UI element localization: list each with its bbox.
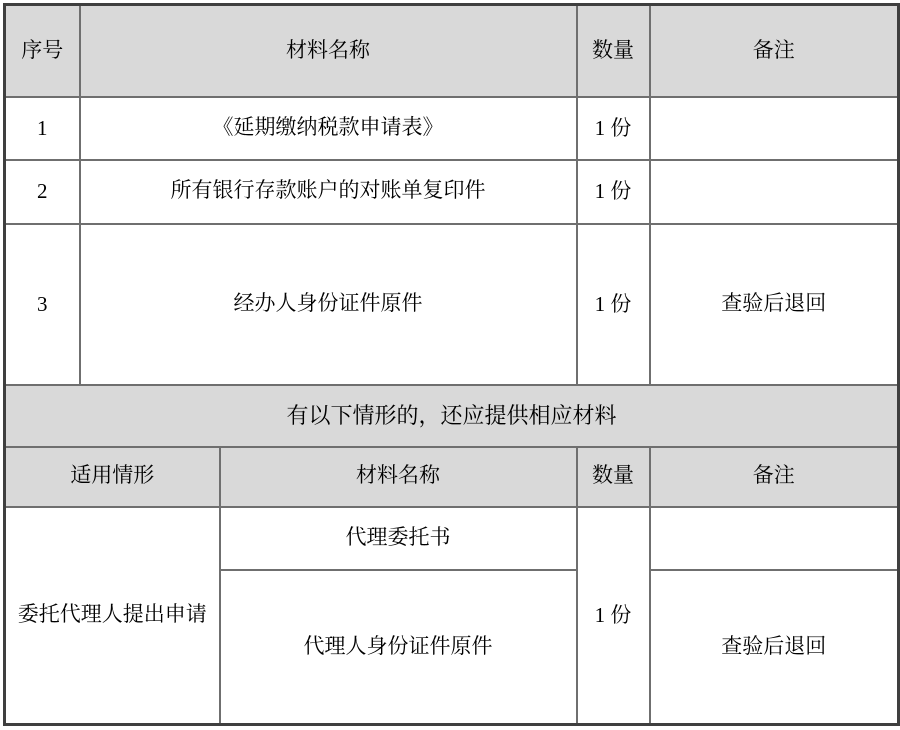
merged-quantity-cell: 1 份: [577, 507, 650, 725]
bottom-header-row: [5, 447, 899, 507]
material-row-2: [5, 160, 899, 224]
header-cell-material: 材料名称: [80, 5, 577, 97]
material-row-3: [5, 224, 899, 385]
material-cell: 经办人身份证件原件: [80, 224, 577, 385]
index-cell: 1: [5, 97, 80, 160]
quantity-cell: 1 份: [577, 97, 650, 160]
header-cell-quantity: 数量: [577, 447, 650, 507]
top-header-row: [5, 5, 899, 97]
remark-cell: [650, 97, 899, 160]
remark-cell: 查验后退回: [650, 570, 899, 725]
header-cell-scenario: 适用情形: [5, 447, 220, 507]
header-cell-material: 材料名称: [220, 447, 577, 507]
material-cell: 代理委托书: [220, 507, 577, 570]
section-divider-cell: 有以下情形的，还应提供相应材料: [5, 385, 899, 447]
section-divider-row: [5, 385, 899, 447]
material-cell: 所有银行存款账户的对账单复印件: [80, 160, 577, 224]
header-cell-remark: 备注: [650, 5, 899, 97]
header-cell-remark: 备注: [650, 447, 899, 507]
material-row-1: [5, 97, 899, 160]
header-cell-index: 序号: [5, 5, 80, 97]
header-cell-quantity: 数量: [577, 5, 650, 97]
quantity-cell: 1 份: [577, 160, 650, 224]
material-cell: 《延期缴纳税款申请表》: [80, 97, 577, 160]
remark-cell: [650, 507, 899, 570]
materials-table: [3, 3, 900, 726]
agent-sub-row-1: [5, 507, 899, 570]
index-cell: 3: [5, 224, 80, 385]
quantity-cell: 1 份: [577, 224, 650, 385]
material-cell: 代理人身份证件原件: [220, 570, 577, 725]
index-cell: 2: [5, 160, 80, 224]
remark-cell: [650, 160, 899, 224]
remark-cell: 查验后退回: [650, 224, 899, 385]
scenario-cell: 委托代理人提出申请: [5, 507, 220, 725]
